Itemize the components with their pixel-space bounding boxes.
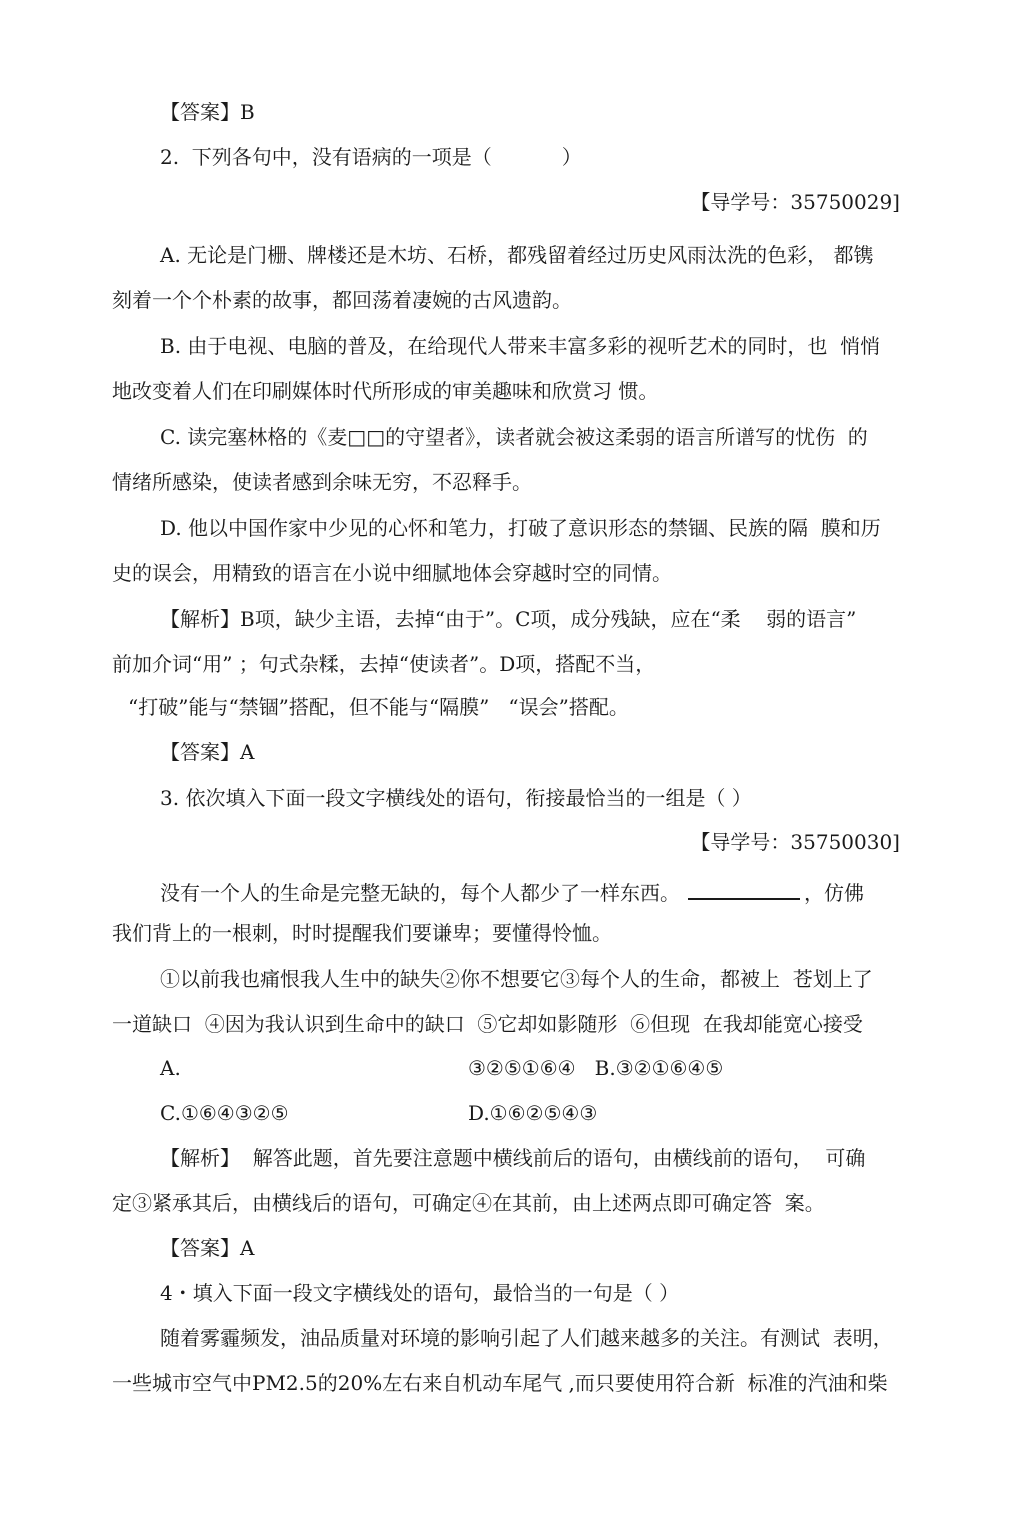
question-4-stem: 4・填入下面一段文字横线处的语句，最恰当的一句是（ ） bbox=[160, 1281, 680, 1305]
explanation-3-line-1: 【解析】 解答此题，首先要注意题中横线前后的语句，由横线前的语句， 可确 bbox=[160, 1146, 866, 1170]
option-d-line-1: D. 他以中国作家中少见的心怀和笔力，打破了意识形态的禁锢、民族的隔 膜和历 bbox=[160, 516, 881, 540]
choice-a-label: A. bbox=[160, 1056, 181, 1080]
fill-blank bbox=[688, 878, 800, 900]
answer-1: 【答案】B bbox=[160, 100, 255, 124]
guide-number-3: 【导学号：35750030] bbox=[690, 830, 900, 854]
passage-3-text-b: ，仿佛 bbox=[804, 881, 864, 905]
answer-3: 【答案】A bbox=[160, 1236, 255, 1260]
explanation-2-line-1: 【解析】B项，缺少主语，去掉“由于”。C项，成分残缺，应在“柔 弱的语言” bbox=[160, 607, 857, 631]
option-b-line-2: 地改变着人们在印刷媒体时代所形成的审美趣味和欣赏习 惯。 bbox=[112, 379, 659, 403]
passage-3-line-2: 我们背上的一根刺，时时提醒我们要谦卑；要懂得怜恤。 bbox=[112, 921, 612, 945]
option-d-line-2: 史的误会，用精致的语言在小说中细腻地体会穿越时空的同情。 bbox=[112, 561, 672, 585]
option-b-line-1: B. 由于电视、电脑的普及，在给现代人带来丰富多彩的视听艺术的同时，也 悄悄 bbox=[160, 334, 881, 358]
passage-3-line-1 bbox=[160, 878, 864, 903]
option-a-line-1: A. 无论是门栅、牌楼还是木坊、石桥，都残留着经过历史风雨汰洗的色彩， 都镌 bbox=[160, 243, 874, 267]
passage-3-text-a: 没有一个人的生命是完整无缺的，每个人都少了一样东西。 bbox=[160, 881, 680, 905]
question-3-stem: 3. 依次填入下面一段文字横线处的语句，衔接最恰当的一组是（ ） bbox=[160, 786, 752, 810]
choice-a-b: ③②⑤①⑥④ B.③②①⑥④⑤ bbox=[468, 1056, 724, 1080]
choice-d: D.①⑥②⑤④③ bbox=[468, 1101, 598, 1125]
option-c-line-2: 情绪所感染，使读者感到余味无穷，不忍释手。 bbox=[112, 470, 532, 494]
answer-2: 【答案】A bbox=[160, 740, 255, 764]
explanation-2-line-3: “打破”能与“禁锢”搭配，但不能与“隔膜” “误会”搭配。 bbox=[128, 695, 629, 719]
passage-4-line-2: 一些城市空气中PM2.5的20%左右来自机动车尾气 ,而只要使用符合新 标准的汽油和柴 bbox=[112, 1371, 888, 1395]
question-2-stem: 2. 下列各句中，没有语病的一项是（ ） bbox=[160, 145, 582, 169]
guide-number-2: 【导学号：35750029] bbox=[690, 190, 900, 214]
explanation-3-line-2: 定③紧承其后，由横线后的语句，可确定④在其前，由上述两点即可确定答 案。 bbox=[112, 1191, 825, 1215]
explanation-2-line-2: 前加介词“用” ；句式杂糅，去掉“使读者”。D项，搭配不当， bbox=[112, 652, 656, 676]
choice-c: C.①⑥④③②⑤ bbox=[160, 1101, 289, 1125]
sentences-line-1: ①以前我也痛恨我人生中的缺失②你不想要它③每个人的生命，都被上 苍划上了 bbox=[160, 967, 873, 991]
sentences-line-2: 一道缺口 ④因为我认识到生命中的缺口 ⑤它却如影随形 ⑥但现 在我却能宽心接受 bbox=[112, 1012, 863, 1036]
option-c-line-1: C. 读完塞林格的《麦□□的守望者》，读者就会被这柔弱的语言所谱写的忧伤 的 bbox=[160, 425, 868, 449]
passage-4-line-1: 随着雾霾频发，油品质量对环境的影响引起了人们越来越多的关注。有测试 表明， bbox=[160, 1326, 893, 1350]
option-a-line-2: 刻着一个个朴素的故事，都回荡着凄婉的古风遗韵。 bbox=[112, 288, 572, 312]
